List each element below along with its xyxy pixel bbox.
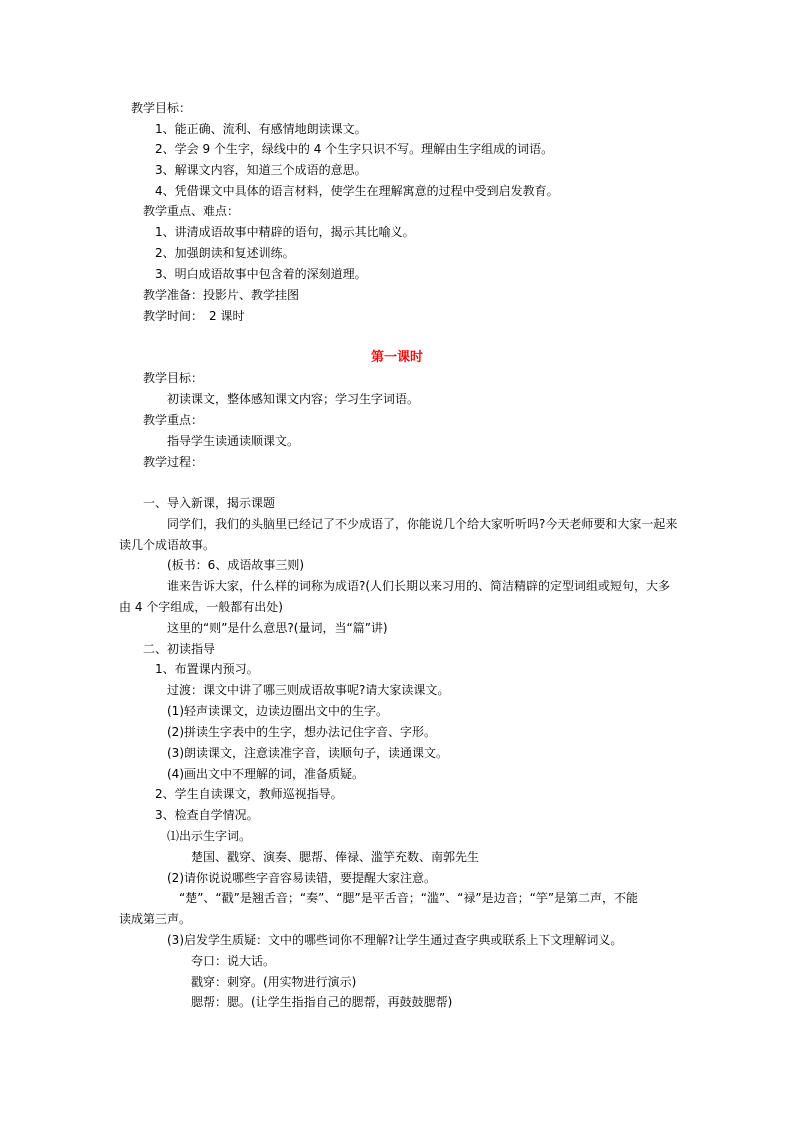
objective-item: 1、能正确、流利、有感情地朗读课文。 [155, 122, 367, 136]
key-point-item: 3、明白成语故事中包含着的深刻道理。 [155, 267, 367, 281]
section1-paragraph-line: 读几个成语故事。 [119, 538, 216, 552]
lesson-goal-text: 初读课文，整体感知课文内容；学习生字词语。 [167, 392, 420, 406]
section1-paragraph-line: 这里的“则”是什么意思?(量词，当“篇”讲) [167, 621, 388, 635]
lesson-focus-text: 指导学生读通读顺课文。 [167, 434, 300, 448]
objective-item: 3、解课文内容，知道三个成语的意思。 [155, 163, 367, 177]
sub-item: (1)轻声读课文，边读边圈出文中的生字。 [167, 704, 388, 718]
sub-item: (4)画出文中不理解的词，准备质疑。 [167, 767, 364, 781]
lesson-process-heading: 教学过程： [143, 455, 204, 469]
preparation-line: 教学准备：投影片、教学挂图 [143, 288, 300, 302]
new-words-line: 楚国、戳穿、演奏、腮帮、俸禄、滥竽充数、南郭先生 [191, 850, 480, 864]
lesson-title: 第一课时 [370, 350, 423, 365]
key-point-item: 2、加强朗读和复述训练。 [155, 246, 295, 260]
sub-item: (3)朗读课文，注意读准字音，读顺句子，读通课文。 [167, 746, 449, 760]
definition-item: 戳穿：刺穿。(用实物进行演示) [191, 975, 357, 989]
lesson-goal-heading: 教学目标： [143, 371, 204, 385]
key-points-heading: 教学重点、难点： [143, 204, 240, 218]
section2-heading: 二、初读指导 [143, 642, 216, 656]
section1-paragraph-line: 谁来告诉大家，什么样的词称为成语?(人们长期以来习用的、简洁精辟的定型词组或短句，大多 [167, 579, 671, 593]
transition-line: 过渡：课文中讲了哪三则成语故事呢?请大家读课文。 [167, 683, 450, 697]
check-item: ⑴出示生字词。 [167, 829, 252, 843]
step-item: 3、检查自学情况。 [155, 808, 259, 822]
pronunciation-line: “楚”、“戳”是翘舌音；“奏”、“腮”是平舌音；“滥”、“禄”是边音；“竽”是第二声，不能 [179, 891, 639, 905]
sub-item: (2)拼读生字表中的生字，想办法记住字音、字形。 [167, 725, 436, 739]
definition-item: 腮帮：腮。(让学生指指自己的腮帮，再鼓鼓腮帮) [191, 995, 453, 1009]
objective-item: 2、学会 9 个生字，绿线中的 4 个生字只识不写。理解由生字组成的词语。 [155, 142, 554, 156]
time-line: 教学时间： 2 课时 [143, 309, 245, 323]
definition-item: 夸口：说大话。 [191, 954, 276, 968]
section1-heading: 一、导入新课，揭示课题 [143, 496, 276, 510]
check-item: (3)启发学生质疑：文中的哪些词你不理解?让学生通过查字典或联系上下文理解词义。 [167, 933, 623, 947]
step-item: 2、学生自读课文，教师巡视指导。 [155, 787, 343, 801]
check-item: (2)请你说说哪些字音容易读错，要提醒大家注意。 [167, 871, 436, 885]
section1-paragraph-line: 由 4 个字组成，一般都有出处) [119, 600, 283, 614]
objective-item: 4、凭借课文中具体的语言材料，使学生在理解寓意的过程中受到启发教育。 [155, 184, 559, 198]
board-writing: (板书：6、成语故事三则) [167, 558, 304, 572]
section1-paragraph-line: 同学们，我们的头脑里已经记了不少成语了，你能说几个给大家听听吗?今天老师要和大家一起来 [167, 517, 678, 531]
key-point-item: 1、讲清成语故事中精辟的语句，揭示其比喻义。 [155, 225, 415, 239]
step-item: 1、布置课内预习。 [155, 662, 259, 676]
objectives-heading: 教学目标： [131, 101, 192, 115]
pronunciation-line: 读成第三声。 [119, 912, 192, 926]
lesson-focus-heading: 教学重点： [143, 413, 204, 427]
